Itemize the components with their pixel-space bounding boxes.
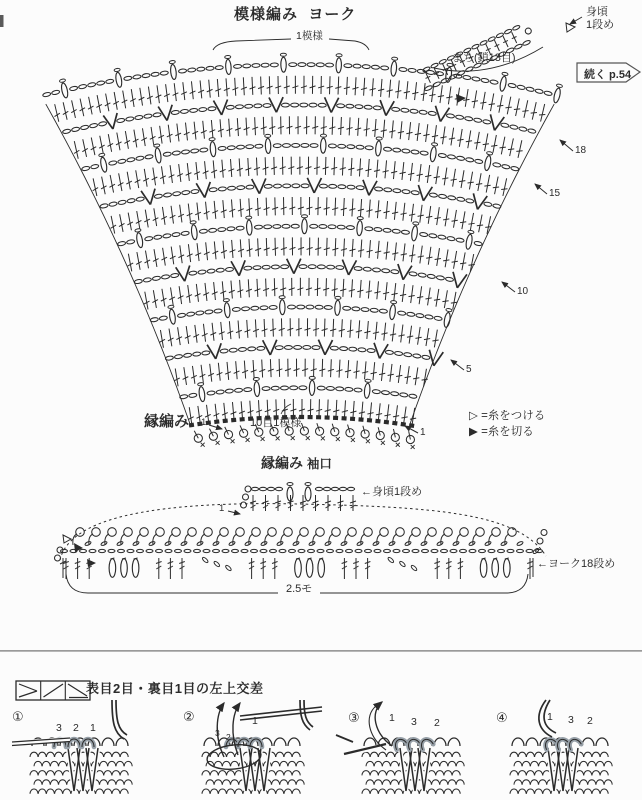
- step-1-stitch-label: 1: [90, 722, 96, 734]
- row-number-1-yoke: 1: [420, 427, 426, 438]
- bodice-row1-label-line2: 1段め: [586, 19, 615, 31]
- yoke-title-text: 模様編み: [234, 6, 299, 23]
- step-1-stitch-label: 2: [73, 722, 79, 734]
- one-pattern-label: 1模様: [296, 30, 323, 42]
- cuff-row1-number: 1: [219, 503, 225, 514]
- bodice-row1-label-line1: 身頃: [586, 6, 608, 18]
- step-1-number: ①: [12, 709, 24, 724]
- edging-label: 縁編み: [144, 413, 190, 430]
- row-number-15: 15: [549, 188, 561, 199]
- step-1-stitch-label: 3: [56, 722, 62, 734]
- cuff-title: [261, 456, 332, 472]
- cut-yarn-text: =糸を切る: [481, 426, 534, 438]
- step-3-stitch-label: 1: [389, 712, 395, 724]
- attach-yarn-triangle-icon: ▷: [469, 410, 478, 422]
- cuff-bodice-row1-label: ←身頃1段め: [361, 486, 423, 498]
- repeat-label: 10目1模様: [250, 417, 302, 429]
- step-2-stitch-label: 3: [215, 728, 220, 738]
- attach-yarn-text: =糸をつける: [481, 410, 546, 422]
- cuff-subtitle-text: 袖口: [306, 457, 332, 471]
- edging-row1-number: 1: [201, 417, 207, 428]
- legend-attach-yarn: [469, 410, 545, 423]
- step-2-number: ②: [183, 709, 195, 724]
- step-3-number: ③: [348, 710, 360, 725]
- cuff-title-text: 縁編み: [261, 455, 303, 471]
- step-3-stitch-label: 2: [434, 717, 440, 729]
- step-4-stitch-label: 2: [587, 715, 593, 727]
- step-2-stitch-label: 1: [252, 715, 258, 727]
- step-3-stitch-label: 3: [411, 716, 417, 728]
- row-number-10: 10: [517, 286, 529, 297]
- gusset-label: まち(鎖13目): [452, 52, 516, 64]
- step-4-stitch-label: 3: [568, 714, 574, 726]
- step-4-stitch-label: 1: [547, 711, 553, 723]
- continued-page-ref: 続く p.54: [584, 69, 632, 81]
- row-number-18: 18: [575, 145, 587, 156]
- yoke-subtitle-text: ヨーク: [308, 6, 357, 23]
- technique-heading: 表目2目・裏目1目の左上交差: [86, 681, 264, 696]
- cuff-yoke-row18-label: ←ヨーク18段め: [537, 558, 616, 570]
- cut-yarn-triangle-icon: ▶: [469, 426, 478, 438]
- step-2-stitch-label: 2: [226, 732, 231, 742]
- yoke-title: [234, 7, 356, 24]
- row-number-5: 5: [466, 364, 472, 375]
- step-4-number: ④: [496, 710, 508, 725]
- legend-cut-yarn: [469, 426, 534, 439]
- cuff-width-measurement: 2.5モ: [286, 583, 313, 595]
